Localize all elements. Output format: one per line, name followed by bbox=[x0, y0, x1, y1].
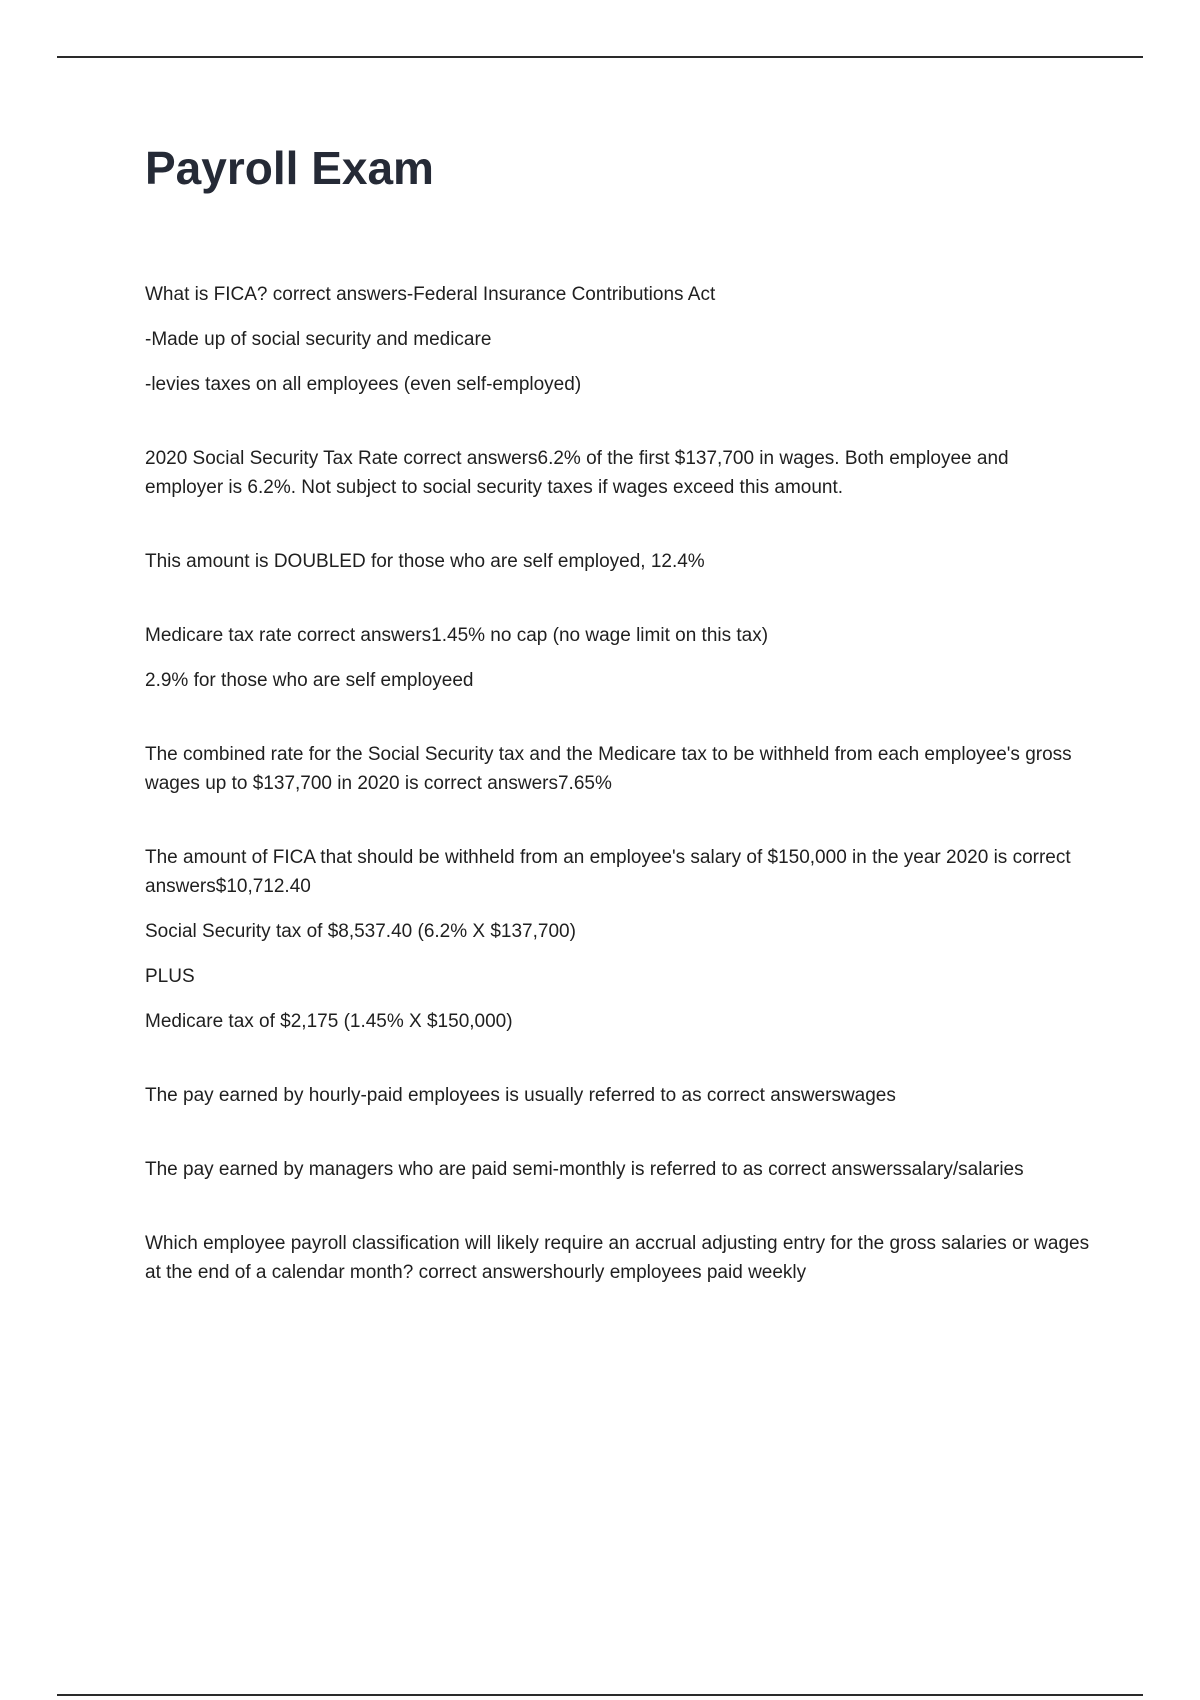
qa-item bbox=[145, 1081, 1090, 1110]
qa-line: 2020 Social Security Tax Rate correct answers6.2% of the first $137,700 in wages. Both employee and employer is 6.2%. Not subject to social security taxes if wages exceed this amount. bbox=[145, 448, 1009, 498]
qa-line: Which employee payroll classification will likely require an accrual adjusting entry for the gross salaries or wages at the end of a calendar month? correct answershourly employees paid weekly bbox=[145, 1233, 1090, 1283]
qa-line: What is FICA? correct answers-Federal Insurance Contributions Act bbox=[145, 284, 716, 305]
qa-item bbox=[145, 1155, 1090, 1184]
qa-line: The pay earned by managers who are paid semi-monthly is referred to as correct answerssalary/salaries bbox=[145, 1159, 1024, 1180]
qa-line: The amount of FICA that should be withheld from an employee's salary of $150,000 in the year 2020 is correct answers$10,712.40 bbox=[145, 847, 1071, 897]
qa-line: 2.9% for those who are self employeed bbox=[145, 670, 474, 691]
qa-item bbox=[145, 1229, 1090, 1287]
qa-line: Medicare tax rate correct answers1.45% no cap (no wage limit on this tax) bbox=[145, 625, 769, 646]
qa-item bbox=[145, 547, 1090, 576]
qa-line: The pay earned by hourly-paid employees is usually referred to as correct answerswages bbox=[145, 1085, 896, 1106]
header-rule bbox=[57, 56, 1143, 58]
qa-line: This amount is DOUBLED for those who are self employed, 12.4% bbox=[145, 551, 705, 572]
qa-line: -Made up of social security and medicare bbox=[145, 329, 492, 350]
footer-rule bbox=[57, 1694, 1143, 1696]
qa-line: The combined rate for the Social Security tax and the Medicare tax to be withheld from each employee's gross wages up to $137,700 in 2020 is correct answers7.65% bbox=[145, 744, 1072, 794]
qa-line: Social Security tax of $8,537.40 (6.2% X $137,700) bbox=[145, 921, 576, 942]
qa-line: -levies taxes on all employees (even self-employed) bbox=[145, 374, 582, 395]
qa-item bbox=[145, 621, 1090, 695]
qa-item bbox=[145, 740, 1090, 798]
document-body bbox=[145, 140, 1090, 1332]
qa-item bbox=[145, 444, 1090, 502]
qa-line: Medicare tax of $2,175 (1.45% X $150,000) bbox=[145, 1011, 513, 1032]
qa-item bbox=[145, 843, 1090, 1036]
qa-line: PLUS bbox=[145, 966, 195, 987]
page-title: Payroll Exam bbox=[145, 142, 434, 194]
qa-item bbox=[145, 280, 1090, 399]
